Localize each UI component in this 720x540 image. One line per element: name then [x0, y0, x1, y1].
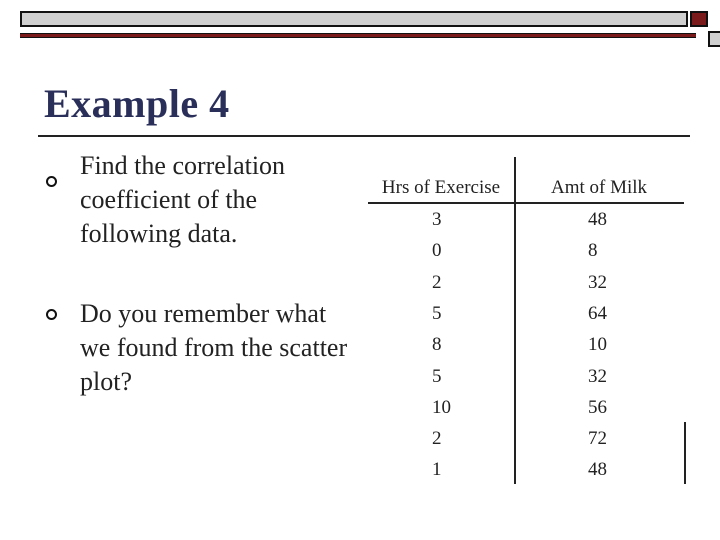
table-header-amt-milk: Amt of Milk [550, 177, 648, 198]
table-cell-hrs: 10 [432, 396, 451, 418]
bullet-text-2: Do you remember what we found from the scatter plot? [80, 299, 348, 396]
table-header-divider [368, 202, 684, 204]
bullet-circle-icon [46, 309, 57, 320]
slide-title: Example 4 [44, 81, 230, 126]
top-bar-dark-square [690, 11, 708, 27]
table-column-divider [514, 157, 516, 484]
table-cell-hrs: 2 [432, 271, 442, 293]
table-cell-milk: 32 [588, 271, 607, 293]
table-cell-milk: 64 [588, 302, 607, 324]
table-cell-milk: 48 [588, 209, 607, 230]
top-bar-light-square [708, 31, 720, 47]
table-cell-milk: 48 [588, 459, 607, 481]
top-bar-light-strip [20, 11, 688, 27]
table-cell-milk: 56 [588, 396, 607, 418]
table-cell-hrs: 3 [432, 209, 442, 230]
bullet-circle-icon [46, 176, 57, 187]
table-cell-milk: 72 [588, 428, 607, 450]
title-divider [38, 135, 690, 137]
table-cell-hrs: 0 [432, 240, 442, 262]
table-cell-hrs: 5 [432, 302, 442, 324]
table-cell-hrs: 5 [432, 365, 442, 387]
table-cell-milk: 8 [588, 240, 598, 262]
bullet-text-1: Find the correlation coefficient of the following data. [80, 151, 286, 248]
table-cell-milk: 10 [588, 334, 607, 356]
table-right-border [684, 422, 686, 484]
data-table [368, 157, 688, 487]
table-cell-hrs: 2 [432, 428, 442, 450]
table-cell-hrs: 1 [432, 459, 442, 481]
table-cell-milk: 32 [588, 365, 607, 387]
top-bar-dark-strip [20, 33, 696, 38]
top-decorative-bar [20, 11, 708, 37]
table-cell-hrs: 8 [432, 334, 442, 356]
table-header-hrs-exercise: Hrs of Exercise [381, 177, 501, 198]
